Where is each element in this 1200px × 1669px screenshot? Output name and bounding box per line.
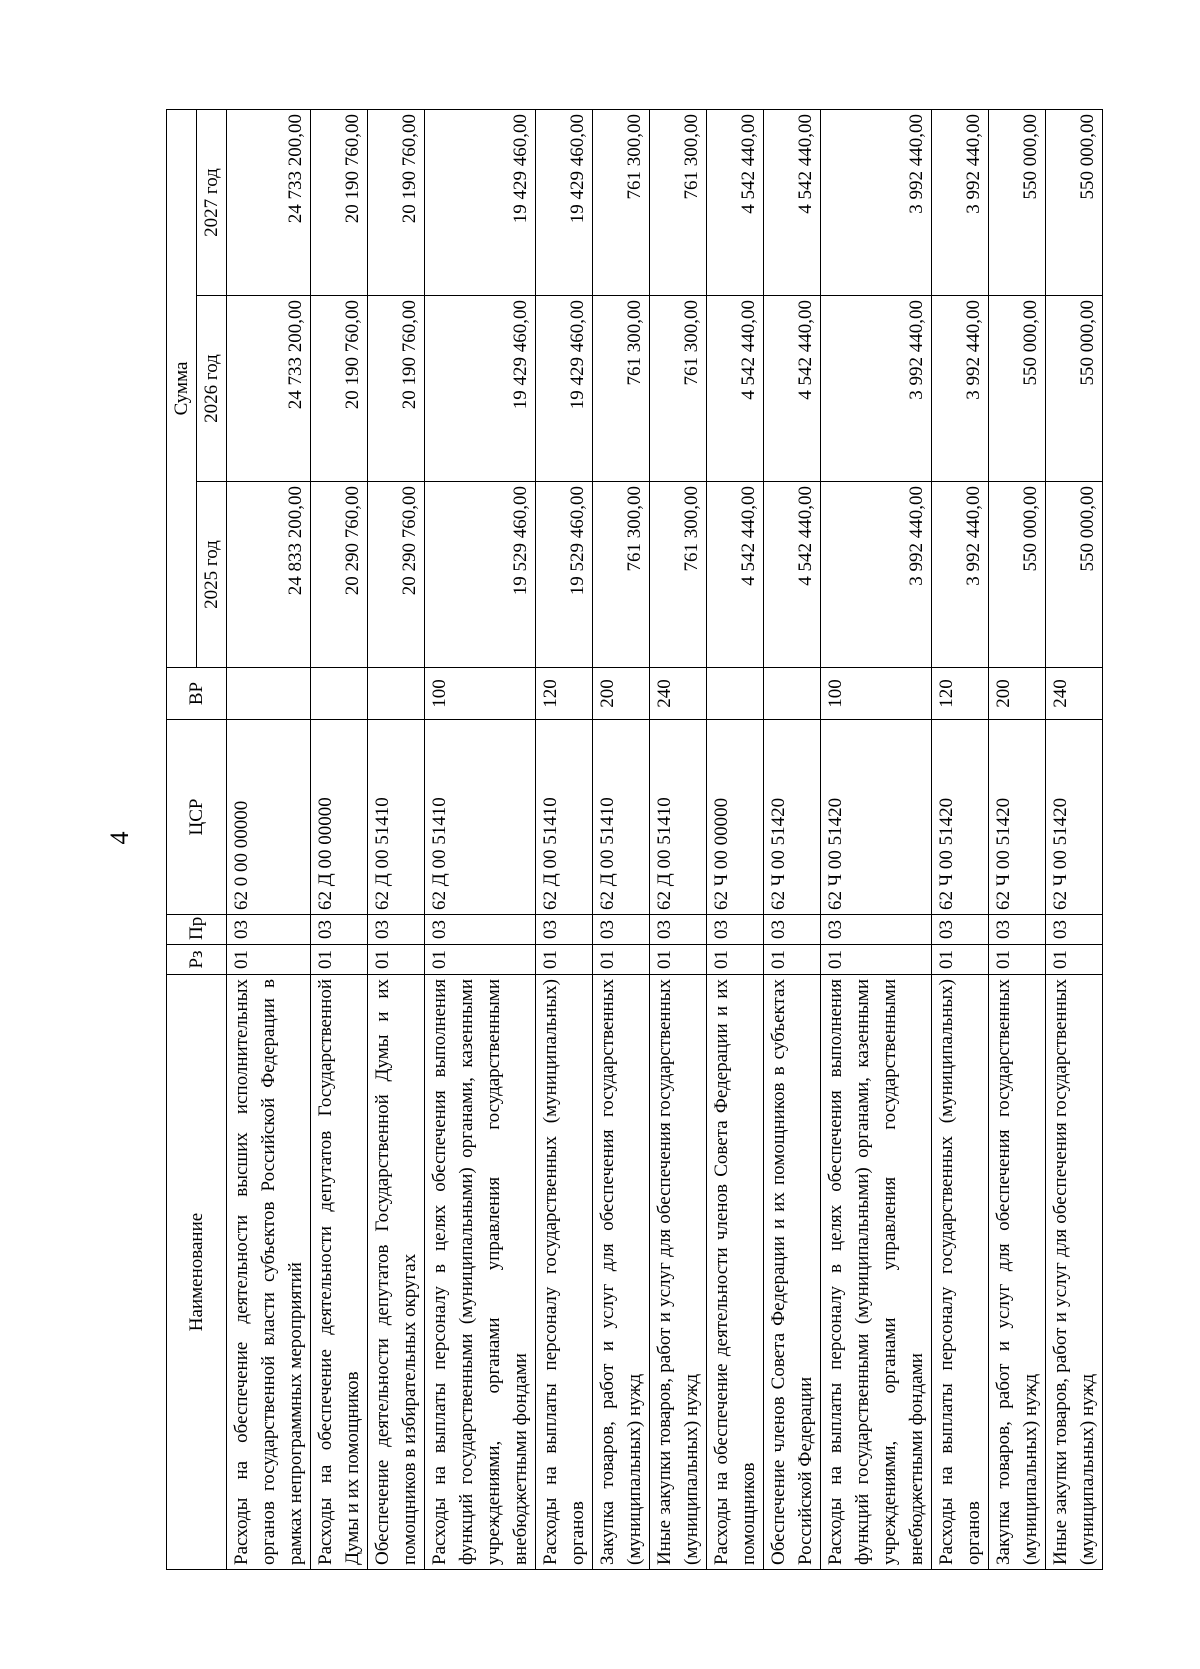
- cell-pr: 03: [425, 915, 536, 945]
- cell-2025: 550 000,00: [989, 482, 1046, 668]
- budget-table: [166, 109, 1103, 1570]
- table-body: [227, 110, 1103, 1570]
- cell-2026: 761 300,00: [593, 296, 650, 482]
- cell-2026: 550 000,00: [989, 296, 1046, 482]
- cell-2025: 4 542 440,00: [764, 482, 821, 668]
- table-row: [650, 110, 707, 1570]
- cell-pr: 03: [311, 915, 368, 945]
- cell-2026: 761 300,00: [650, 296, 707, 482]
- header-2025: 2025 год: [197, 482, 227, 668]
- cell-csr: 62 Д 00 51410: [368, 720, 425, 915]
- cell-2027: 761 300,00: [593, 110, 650, 296]
- cell-rz: 01: [764, 945, 821, 975]
- cell-csr: 62 Д 00 51410: [650, 720, 707, 915]
- cell-pr: 03: [707, 915, 764, 945]
- cell-2025: 19 529 460,00: [425, 482, 536, 668]
- header-name: Наименование: [167, 975, 227, 1570]
- cell-pr: 03: [227, 915, 311, 945]
- cell-pr: 03: [536, 915, 593, 945]
- cell-vr: [311, 668, 368, 720]
- cell-pr: 03: [932, 915, 989, 945]
- table-row: [368, 110, 425, 1570]
- cell-rz: 01: [311, 945, 368, 975]
- header-2027: 2027 год: [197, 110, 227, 296]
- cell-2026: 20 190 760,00: [368, 296, 425, 482]
- cell-2027: 3 992 440,00: [821, 110, 932, 296]
- cell-name: Расходы на выплаты персоналу в целях обеспечения выполнения функций государственными (муниципальными) органами, казенными учреждениями, органами управления государственными внебюджетными фондами: [821, 975, 932, 1570]
- cell-rz: 01: [821, 945, 932, 975]
- table-row: [989, 110, 1046, 1570]
- header-pr: Пр: [167, 915, 227, 945]
- cell-csr: 62 Ч 00 51420: [989, 720, 1046, 915]
- cell-vr: [227, 668, 311, 720]
- cell-name: Расходы на выплаты персоналу государственных (муниципальных) органов: [932, 975, 989, 1570]
- cell-pr: 03: [650, 915, 707, 945]
- cell-vr: 200: [593, 668, 650, 720]
- cell-pr: 03: [593, 915, 650, 945]
- cell-rz: 01: [650, 945, 707, 975]
- cell-rz: 01: [368, 945, 425, 975]
- cell-name: Иные закупки товаров, работ и услуг для обеспечения государственных (муниципальных) нужд: [650, 975, 707, 1570]
- cell-2025: 550 000,00: [1046, 482, 1103, 668]
- cell-rz: 01: [536, 945, 593, 975]
- cell-rz: 01: [989, 945, 1046, 975]
- cell-2026: 3 992 440,00: [932, 296, 989, 482]
- cell-2025: 24 833 200,00: [227, 482, 311, 668]
- cell-csr: 62 Д 00 51410: [593, 720, 650, 915]
- cell-name: Обеспечение деятельности депутатов Государственной Думы и их помощников в избирательных округах: [368, 975, 425, 1570]
- cell-2026: 20 190 760,00: [311, 296, 368, 482]
- cell-2025: 4 542 440,00: [707, 482, 764, 668]
- cell-vr: 100: [425, 668, 536, 720]
- table-row: [764, 110, 821, 1570]
- cell-2027: 24 733 200,00: [227, 110, 311, 296]
- cell-vr: 240: [650, 668, 707, 720]
- table-row: [227, 110, 311, 1570]
- cell-2025: 3 992 440,00: [932, 482, 989, 668]
- cell-2027: 19 429 460,00: [425, 110, 536, 296]
- cell-pr: 03: [989, 915, 1046, 945]
- table-row: [425, 110, 536, 1570]
- cell-rz: 01: [593, 945, 650, 975]
- cell-2025: 761 300,00: [650, 482, 707, 668]
- cell-2027: 3 992 440,00: [932, 110, 989, 296]
- cell-2027: 550 000,00: [989, 110, 1046, 296]
- cell-2026: 19 429 460,00: [425, 296, 536, 482]
- cell-csr: 62 Ч 00 51420: [821, 720, 932, 915]
- cell-2027: 4 542 440,00: [707, 110, 764, 296]
- header-sum: Сумма: [167, 110, 197, 668]
- cell-csr: 62 Ч 00 51420: [1046, 720, 1103, 915]
- cell-csr: 62 0 00 00000: [227, 720, 311, 915]
- cell-vr: 120: [536, 668, 593, 720]
- cell-2026: 4 542 440,00: [707, 296, 764, 482]
- cell-2027: 4 542 440,00: [764, 110, 821, 296]
- cell-2026: 19 429 460,00: [536, 296, 593, 482]
- header-vr: ВР: [167, 668, 227, 720]
- cell-pr: 03: [821, 915, 932, 945]
- header-csr: ЦСР: [167, 720, 227, 915]
- cell-2025: 3 992 440,00: [821, 482, 932, 668]
- cell-csr: 62 Д 00 51410: [536, 720, 593, 915]
- header-rz: Рз: [167, 945, 227, 975]
- budget-table-container: [166, 110, 1098, 1570]
- cell-2025: 761 300,00: [593, 482, 650, 668]
- cell-2027: 761 300,00: [650, 110, 707, 296]
- cell-name: Закупка товаров, работ и услуг для обеспечения государственных (муниципальных) нужд: [989, 975, 1046, 1570]
- cell-vr: [368, 668, 425, 720]
- cell-name: Расходы на обеспечение деятельности членов Совета Федерации и их помощников: [707, 975, 764, 1570]
- table-row: [536, 110, 593, 1570]
- cell-name: Расходы на обеспечение деятельности высших исполнительных органов государственной власти субъектов Российской Федерации в рамках непрограммных мероприятий: [227, 975, 311, 1570]
- header-2026: 2026 год: [197, 296, 227, 482]
- cell-pr: 03: [1046, 915, 1103, 945]
- page-number: 4: [105, 831, 134, 845]
- cell-name: Иные закупки товаров, работ и услуг для обеспечения государственных (муниципальных) нужд: [1046, 975, 1103, 1570]
- table-row: [311, 110, 368, 1570]
- cell-2026: 550 000,00: [1046, 296, 1103, 482]
- cell-2027: 20 190 760,00: [311, 110, 368, 296]
- cell-vr: [764, 668, 821, 720]
- cell-name: Расходы на выплаты персоналу государственных (муниципальных) органов: [536, 975, 593, 1570]
- cell-vr: 240: [1046, 668, 1103, 720]
- cell-name: Расходы на выплаты персоналу в целях обеспечения выполнения функций государственными (муниципальными) органами, казенными учреждениями, органами управления государственными внебюджетными фондами: [425, 975, 536, 1570]
- cell-rz: 01: [425, 945, 536, 975]
- cell-2027: 20 190 760,00: [368, 110, 425, 296]
- cell-vr: 120: [932, 668, 989, 720]
- table-row: [932, 110, 989, 1570]
- cell-csr: 62 Д 00 00000: [311, 720, 368, 915]
- cell-csr: 62 Ч 00 00000: [707, 720, 764, 915]
- cell-rz: 01: [227, 945, 311, 975]
- cell-2027: 550 000,00: [1046, 110, 1103, 296]
- cell-vr: 100: [821, 668, 932, 720]
- cell-2025: 20 290 760,00: [311, 482, 368, 668]
- cell-rz: 01: [1046, 945, 1103, 975]
- table-row: [1046, 110, 1103, 1570]
- cell-name: Закупка товаров, работ и услуг для обеспечения государственных (муниципальных) нужд: [593, 975, 650, 1570]
- cell-csr: 62 Ч 00 51420: [764, 720, 821, 915]
- cell-2025: 19 529 460,00: [536, 482, 593, 668]
- cell-2026: 4 542 440,00: [764, 296, 821, 482]
- table-row: [707, 110, 764, 1570]
- cell-2026: 3 992 440,00: [821, 296, 932, 482]
- table-row: [821, 110, 932, 1570]
- cell-name: Обеспечение членов Совета Федерации и их помощников в субъектах Российской Федерации: [764, 975, 821, 1570]
- cell-csr: 62 Д 00 51410: [425, 720, 536, 915]
- cell-vr: 200: [989, 668, 1046, 720]
- cell-2026: 24 733 200,00: [227, 296, 311, 482]
- cell-csr: 62 Ч 00 51420: [932, 720, 989, 915]
- cell-rz: 01: [932, 945, 989, 975]
- cell-pr: 03: [368, 915, 425, 945]
- table-header: [167, 110, 227, 1570]
- cell-vr: [707, 668, 764, 720]
- cell-rz: 01: [707, 945, 764, 975]
- cell-name: Расходы на обеспечение деятельности депутатов Государственной Думы и их помощников: [311, 975, 368, 1570]
- cell-2027: 19 429 460,00: [536, 110, 593, 296]
- cell-pr: 03: [764, 915, 821, 945]
- table-row: [593, 110, 650, 1570]
- cell-2025: 20 290 760,00: [368, 482, 425, 668]
